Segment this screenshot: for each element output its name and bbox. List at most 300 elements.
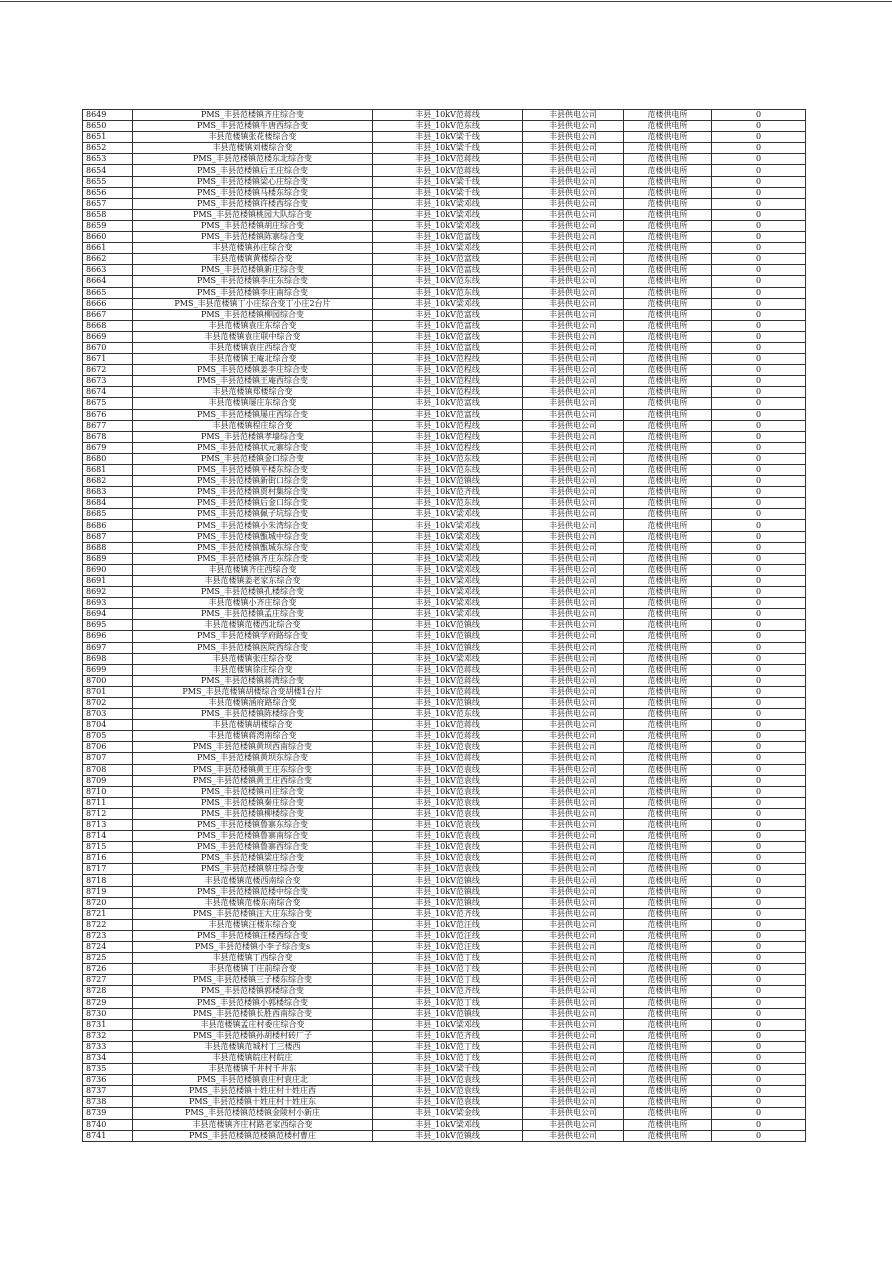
- row-index-cell: 8695: [83, 620, 133, 631]
- row-index-cell: 8656: [83, 187, 133, 198]
- row-index-cell: 8666: [83, 298, 133, 309]
- station-office-cell: 范楼供电所: [624, 542, 712, 553]
- value-cell: 0: [712, 132, 806, 143]
- value-cell: 0: [712, 953, 806, 964]
- station-name-cell: 丰县范楼镇袁庄东综合变: [133, 320, 373, 331]
- station-office-cell: 范楼供电所: [624, 986, 712, 997]
- value-cell: 0: [712, 1075, 806, 1086]
- company-cell: 丰县供电公司: [523, 531, 624, 542]
- value-cell: 0: [712, 997, 806, 1008]
- company-cell: 丰县供电公司: [523, 564, 624, 575]
- line-name-cell: 丰县_10kV范袁线: [373, 864, 523, 875]
- value-cell: 0: [712, 209, 806, 220]
- station-office-cell: 范楼供电所: [624, 498, 712, 509]
- station-name-cell: 丰县范楼镇袁庄西综合变: [133, 342, 373, 353]
- value-cell: 0: [712, 609, 806, 620]
- row-index-cell: 8655: [83, 176, 133, 187]
- line-name-cell: 丰县_10kV范镇线: [373, 886, 523, 897]
- row-index-cell: 8714: [83, 831, 133, 842]
- table-row: [83, 653, 806, 664]
- station-name-cell: PMS_丰县范楼镇胡庄综合变: [133, 220, 373, 231]
- company-cell: 丰县供电公司: [523, 365, 624, 376]
- station-office-cell: 范楼供电所: [624, 365, 712, 376]
- station-name-cell: PMS_丰县范楼镇梁心庄综合变: [133, 176, 373, 187]
- line-name-cell: 丰县_10kV梁邓线: [373, 1119, 523, 1130]
- company-cell: 丰县供电公司: [523, 875, 624, 886]
- table-row: [83, 409, 806, 420]
- table-row: [83, 820, 806, 831]
- line-name-cell: 丰县_10kV范镇线: [373, 1008, 523, 1019]
- station-name-cell: PMS_丰县范楼镇范楼镇范楼村曹庄: [133, 1130, 373, 1141]
- station-name-cell: PMS_丰县范楼镇十姓庄村十姓庄东: [133, 1097, 373, 1108]
- line-name-cell: 丰县_10kV范富线: [373, 265, 523, 276]
- station-name-cell: 丰县范楼镇齐庄西综合变: [133, 564, 373, 575]
- station-name-cell: PMS_丰县范楼镇齐庄综合变: [133, 110, 373, 121]
- value-cell: 0: [712, 853, 806, 864]
- value-cell: 0: [712, 431, 806, 442]
- table-row: [83, 331, 806, 342]
- table-row: [83, 942, 806, 953]
- station-office-cell: 范楼供电所: [624, 387, 712, 398]
- row-index-cell: 8676: [83, 409, 133, 420]
- line-name-cell: 丰县_10kV范汪线: [373, 942, 523, 953]
- value-cell: 0: [712, 143, 806, 154]
- line-name-cell: 丰县_10kV梁千线: [373, 1064, 523, 1075]
- table-row: [83, 254, 806, 265]
- row-index-cell: 8674: [83, 387, 133, 398]
- company-cell: 丰县供电公司: [523, 331, 624, 342]
- company-cell: 丰县供电公司: [523, 808, 624, 819]
- row-index-cell: 8657: [83, 198, 133, 209]
- station-office-cell: 范楼供电所: [624, 797, 712, 808]
- table-row: [83, 764, 806, 775]
- value-cell: 0: [712, 465, 806, 476]
- value-cell: 0: [712, 842, 806, 853]
- row-index-cell: 8677: [83, 420, 133, 431]
- station-name-cell: PMS_丰县范楼镇汪大庄东综合变: [133, 908, 373, 919]
- line-name-cell: 丰县_10kV范镇线: [373, 697, 523, 708]
- row-index-cell: 8661: [83, 243, 133, 254]
- station-name-cell: PMS_丰县范楼镇袁庄村袁庄北: [133, 1075, 373, 1086]
- station-office-cell: 范楼供电所: [624, 465, 712, 476]
- row-index-cell: 8734: [83, 1052, 133, 1063]
- value-cell: 0: [712, 564, 806, 575]
- table-row: [83, 1052, 806, 1063]
- station-name-cell: PMS_丰县范楼镇鲁寨东综合变: [133, 820, 373, 831]
- station-office-cell: 范楼供电所: [624, 831, 712, 842]
- station-office-cell: 范楼供电所: [624, 919, 712, 930]
- line-name-cell: 丰县_10kV范袁线: [373, 842, 523, 853]
- company-cell: 丰县供电公司: [523, 1108, 624, 1119]
- value-cell: 0: [712, 254, 806, 265]
- value-cell: 0: [712, 764, 806, 775]
- line-name-cell: 丰县_10kV范齐线: [373, 487, 523, 498]
- value-cell: 0: [712, 154, 806, 165]
- value-cell: 0: [712, 1008, 806, 1019]
- row-index-cell: 8689: [83, 553, 133, 564]
- row-index-cell: 8698: [83, 653, 133, 664]
- line-name-cell: 丰县_10kV范袁线: [373, 764, 523, 775]
- station-office-cell: 范楼供电所: [624, 121, 712, 132]
- value-cell: 0: [712, 919, 806, 930]
- table-row: [83, 753, 806, 764]
- table-row: [83, 1064, 806, 1075]
- station-name-cell: 丰县范楼镇刘楼综合变: [133, 143, 373, 154]
- line-name-cell: 丰县_10kV范丁线: [373, 975, 523, 986]
- station-office-cell: 范楼供电所: [624, 342, 712, 353]
- value-cell: 0: [712, 387, 806, 398]
- line-name-cell: 丰县_10kV范丁线: [373, 1041, 523, 1052]
- company-cell: 丰县供电公司: [523, 1075, 624, 1086]
- company-cell: 丰县供电公司: [523, 1052, 624, 1063]
- row-index-cell: 8706: [83, 742, 133, 753]
- station-office-cell: 范楼供电所: [624, 853, 712, 864]
- value-cell: 0: [712, 1086, 806, 1097]
- table-row: [83, 731, 806, 742]
- station-office-cell: 范楼供电所: [624, 154, 712, 165]
- station-office-cell: 范楼供电所: [624, 531, 712, 542]
- value-cell: 0: [712, 1130, 806, 1141]
- station-name-cell: PMS_丰县范楼镇梁庄综合变: [133, 853, 373, 864]
- station-office-cell: 范楼供电所: [624, 309, 712, 320]
- station-name-cell: 丰县范楼镇孙庄综合变: [133, 243, 373, 254]
- station-name-cell: PMS_丰县范楼镇十姓庄村十姓庄西: [133, 1086, 373, 1097]
- line-name-cell: 丰县_10kV范蒋线: [373, 165, 523, 176]
- table-row: [83, 365, 806, 376]
- line-name-cell: 丰县_10kV梁邓线: [373, 598, 523, 609]
- company-cell: 丰县供电公司: [523, 1019, 624, 1030]
- table-row: [83, 376, 806, 387]
- value-cell: 0: [712, 420, 806, 431]
- station-name-cell: PMS_丰县范楼镇范楼中综合变: [133, 886, 373, 897]
- station-name-cell: PMS_丰县范楼镇李庄南综合变: [133, 287, 373, 298]
- company-cell: 丰县供电公司: [523, 853, 624, 864]
- station-office-cell: 范楼供电所: [624, 908, 712, 919]
- line-name-cell: 丰县_10kV范丁线: [373, 964, 523, 975]
- row-index-cell: 8659: [83, 220, 133, 231]
- row-index-cell: 8682: [83, 476, 133, 487]
- table-row: [83, 154, 806, 165]
- station-office-cell: 范楼供电所: [624, 786, 712, 797]
- station-name-cell: PMS_丰县范楼镇平楼东综合变: [133, 465, 373, 476]
- table-row: [83, 298, 806, 309]
- station-office-cell: 范楼供电所: [624, 697, 712, 708]
- value-cell: 0: [712, 176, 806, 187]
- company-cell: 丰县供电公司: [523, 354, 624, 365]
- station-name-cell: PMS_丰县范楼镇黄坝东综合变: [133, 753, 373, 764]
- company-cell: 丰县供电公司: [523, 575, 624, 586]
- station-name-cell: PMS_丰县范楼镇黄王庄西综合变: [133, 775, 373, 786]
- company-cell: 丰县供电公司: [523, 309, 624, 320]
- line-name-cell: 丰县_10kV范齐线: [373, 986, 523, 997]
- value-cell: 0: [712, 587, 806, 598]
- line-name-cell: 丰县_10kV范蒋线: [373, 720, 523, 731]
- company-cell: 丰县供电公司: [523, 542, 624, 553]
- station-office-cell: 范楼供电所: [624, 1130, 712, 1141]
- table-row: [83, 1075, 806, 1086]
- station-name-cell: PMS_丰县范楼镇司庄综合变: [133, 786, 373, 797]
- line-name-cell: 丰县_10kV范齐线: [373, 908, 523, 919]
- station-office-cell: 范楼供电所: [624, 110, 712, 121]
- value-cell: 0: [712, 1030, 806, 1041]
- row-index-cell: 8654: [83, 165, 133, 176]
- value-cell: 0: [712, 509, 806, 520]
- row-index-cell: 8652: [83, 143, 133, 154]
- table-row: [83, 354, 806, 365]
- table-row: [83, 287, 806, 298]
- station-name-cell: 丰县范楼镇张花楼综合变: [133, 132, 373, 143]
- station-office-cell: 范楼供电所: [624, 598, 712, 609]
- line-name-cell: 丰县_10kV范袁线: [373, 820, 523, 831]
- station-office-cell: 范楼供电所: [624, 731, 712, 742]
- table-row: [83, 187, 806, 198]
- company-cell: 丰县供电公司: [523, 642, 624, 653]
- table-row: [83, 1119, 806, 1130]
- line-name-cell: 丰县_10kV梁邓线: [373, 220, 523, 231]
- company-cell: 丰县供电公司: [523, 620, 624, 631]
- station-name-cell: PMS_丰县范楼镇长胜西南综合变: [133, 1008, 373, 1019]
- company-cell: 丰县供电公司: [523, 675, 624, 686]
- station-office-cell: 范楼供电所: [624, 886, 712, 897]
- table-row: [83, 964, 806, 975]
- row-index-cell: 8709: [83, 775, 133, 786]
- station-office-cell: 范楼供电所: [624, 975, 712, 986]
- company-cell: 丰县供电公司: [523, 753, 624, 764]
- row-index-cell: 8715: [83, 842, 133, 853]
- station-office-cell: 范楼供电所: [624, 897, 712, 908]
- station-name-cell: 丰县范楼镇孟庄村委庄综合变: [133, 1019, 373, 1030]
- table-row: [83, 165, 806, 176]
- station-name-cell: PMS_丰县范楼镇陈寨综合变: [133, 232, 373, 243]
- line-name-cell: 丰县_10kV梁千线: [373, 143, 523, 154]
- station-office-cell: 范楼供电所: [624, 953, 712, 964]
- station-office-cell: 范楼供电所: [624, 354, 712, 365]
- station-office-cell: 范楼供电所: [624, 864, 712, 875]
- value-cell: 0: [712, 975, 806, 986]
- row-index-cell: 8729: [83, 997, 133, 1008]
- station-office-cell: 范楼供电所: [624, 487, 712, 498]
- row-index-cell: 8675: [83, 398, 133, 409]
- company-cell: 丰县供电公司: [523, 176, 624, 187]
- station-name-cell: PMS_丰县范楼镇金口综合变: [133, 453, 373, 464]
- line-name-cell: 丰县_10kV梁邓线: [373, 298, 523, 309]
- station-name-cell: PMS_丰县范楼镇王庵西综合变: [133, 376, 373, 387]
- row-index-cell: 8663: [83, 265, 133, 276]
- company-cell: 丰县供电公司: [523, 209, 624, 220]
- station-name-cell: PMS_丰县范楼镇佩子坑综合变: [133, 509, 373, 520]
- station-name-cell: PMS_丰县范楼镇秦庄综合变: [133, 797, 373, 808]
- value-cell: 0: [712, 409, 806, 420]
- station-office-cell: 范楼供电所: [624, 997, 712, 1008]
- row-index-cell: 8736: [83, 1075, 133, 1086]
- row-index-cell: 8726: [83, 964, 133, 975]
- line-name-cell: 丰县_10kV梁千线: [373, 176, 523, 187]
- value-cell: 0: [712, 342, 806, 353]
- row-index-cell: 8678: [83, 431, 133, 442]
- station-name-cell: PMS_丰县范楼镇状元寨综合变: [133, 442, 373, 453]
- row-index-cell: 8699: [83, 664, 133, 675]
- table-row: [83, 276, 806, 287]
- row-index-cell: 8739: [83, 1108, 133, 1119]
- company-cell: 丰县供电公司: [523, 587, 624, 598]
- table-row: [83, 1108, 806, 1119]
- table-row: [83, 442, 806, 453]
- company-cell: 丰县供电公司: [523, 820, 624, 831]
- value-cell: 0: [712, 886, 806, 897]
- line-name-cell: 丰县_10kV范袁线: [373, 797, 523, 808]
- station-name-cell: PMS_丰县范楼镇小郭楼综合变: [133, 997, 373, 1008]
- value-cell: 0: [712, 487, 806, 498]
- row-index-cell: 8705: [83, 731, 133, 742]
- company-cell: 丰县供电公司: [523, 631, 624, 642]
- table-row: [83, 1086, 806, 1097]
- station-name-cell: 丰县范楼镇程庄综合变: [133, 420, 373, 431]
- table-row: [83, 110, 806, 121]
- station-name-cell: PMS_丰县范楼镇黄坝西南综合变: [133, 742, 373, 753]
- line-name-cell: 丰县_10kV范富线: [373, 309, 523, 320]
- company-cell: 丰县供电公司: [523, 298, 624, 309]
- company-cell: 丰县供电公司: [523, 930, 624, 941]
- line-name-cell: 丰县_10kV梁邓线: [373, 542, 523, 553]
- row-index-cell: 8724: [83, 942, 133, 953]
- company-cell: 丰县供电公司: [523, 409, 624, 420]
- line-name-cell: 丰县_10kV范丁线: [373, 953, 523, 964]
- company-cell: 丰县供电公司: [523, 553, 624, 564]
- value-cell: 0: [712, 942, 806, 953]
- station-name-cell: 丰县范楼镇范楼西南综合变: [133, 875, 373, 886]
- station-office-cell: 范楼供电所: [624, 265, 712, 276]
- table-row: [83, 720, 806, 731]
- line-name-cell: 丰县_10kV范东线: [373, 287, 523, 298]
- line-name-cell: 丰县_10kV范镇线: [373, 620, 523, 631]
- value-cell: 0: [712, 653, 806, 664]
- company-cell: 丰县供电公司: [523, 1086, 624, 1097]
- row-index-cell: 8720: [83, 897, 133, 908]
- table-row: [83, 320, 806, 331]
- row-index-cell: 8651: [83, 132, 133, 143]
- company-cell: 丰县供电公司: [523, 942, 624, 953]
- line-name-cell: 丰县_10kV范蒋线: [373, 753, 523, 764]
- table-row: [83, 342, 806, 353]
- station-name-cell: PMS_丰县范楼镇郭楼综合变: [133, 986, 373, 997]
- table-row: [83, 875, 806, 886]
- station-name-cell: PMS_丰县范楼镇鲁寨西综合变: [133, 842, 373, 853]
- table-row: [83, 786, 806, 797]
- row-index-cell: 8713: [83, 820, 133, 831]
- value-cell: 0: [712, 1041, 806, 1052]
- station-name-cell: PMS_丰县范楼镇小李子综合变s: [133, 942, 373, 953]
- table-row: [83, 520, 806, 531]
- row-index-cell: 8671: [83, 354, 133, 365]
- value-cell: 0: [712, 265, 806, 276]
- station-name-cell: PMS_丰县范楼镇丁小庄综合变丁小庄2台片: [133, 298, 373, 309]
- table-row: [83, 609, 806, 620]
- table-row: [83, 675, 806, 686]
- value-cell: 0: [712, 1064, 806, 1075]
- company-cell: 丰县供电公司: [523, 132, 624, 143]
- line-name-cell: 丰县_10kV范富线: [373, 342, 523, 353]
- company-cell: 丰县供电公司: [523, 797, 624, 808]
- row-index-cell: 8680: [83, 453, 133, 464]
- table-row: [83, 498, 806, 509]
- station-name-cell: 丰县范楼镇丁西综合变: [133, 953, 373, 964]
- table-row: [83, 631, 806, 642]
- table-row: [83, 553, 806, 564]
- company-cell: 丰县供电公司: [523, 1097, 624, 1108]
- company-cell: 丰县供电公司: [523, 742, 624, 753]
- line-name-cell: 丰县_10kV范程线: [373, 365, 523, 376]
- row-index-cell: 8731: [83, 1019, 133, 1030]
- row-index-cell: 8653: [83, 154, 133, 165]
- company-cell: 丰县供电公司: [523, 764, 624, 775]
- value-cell: 0: [712, 498, 806, 509]
- value-cell: 0: [712, 553, 806, 564]
- value-cell: 0: [712, 598, 806, 609]
- station-name-cell: 丰县范楼镇屡庄东综合变: [133, 398, 373, 409]
- table-row: [83, 542, 806, 553]
- value-cell: 0: [712, 110, 806, 121]
- station-name-cell: PMS_丰县范楼镇范楼东北综合变: [133, 154, 373, 165]
- row-index-cell: 8670: [83, 342, 133, 353]
- value-cell: 0: [712, 930, 806, 941]
- table-row: [83, 1130, 806, 1141]
- line-name-cell: 丰县_10kV范齐线: [373, 1030, 523, 1041]
- station-name-cell: 丰县范楼镇王庵北综合变: [133, 354, 373, 365]
- station-name-cell: 丰县范楼镇齐庄村路老家西综合变: [133, 1119, 373, 1130]
- station-office-cell: 范楼供电所: [624, 587, 712, 598]
- row-index-cell: 8684: [83, 498, 133, 509]
- table-row: [83, 243, 806, 254]
- company-cell: 丰县供电公司: [523, 243, 624, 254]
- row-index-cell: 8672: [83, 365, 133, 376]
- row-index-cell: 8719: [83, 886, 133, 897]
- company-cell: 丰县供电公司: [523, 320, 624, 331]
- line-name-cell: 丰县_10kV梁邓线: [373, 531, 523, 542]
- company-cell: 丰县供电公司: [523, 731, 624, 742]
- table-row: [83, 176, 806, 187]
- row-index-cell: 8741: [83, 1130, 133, 1141]
- line-name-cell: 丰县_10kV范程线: [373, 420, 523, 431]
- station-name-cell: PMS_丰县范楼镇孝墙综合变: [133, 431, 373, 442]
- company-cell: 丰县供电公司: [523, 431, 624, 442]
- company-cell: 丰县供电公司: [523, 964, 624, 975]
- value-cell: 0: [712, 664, 806, 675]
- table-row: [83, 564, 806, 575]
- value-cell: 0: [712, 376, 806, 387]
- line-name-cell: 丰县_10kV范富线: [373, 254, 523, 265]
- row-index-cell: 8679: [83, 442, 133, 453]
- station-office-cell: 范楼供电所: [624, 398, 712, 409]
- company-cell: 丰县供电公司: [523, 664, 624, 675]
- table-row: [83, 797, 806, 808]
- company-cell: 丰县供电公司: [523, 398, 624, 409]
- company-cell: 丰县供电公司: [523, 187, 624, 198]
- company-cell: 丰县供电公司: [523, 897, 624, 908]
- company-cell: 丰县供电公司: [523, 1008, 624, 1019]
- row-index-cell: 8650: [83, 121, 133, 132]
- value-cell: 0: [712, 786, 806, 797]
- company-cell: 丰县供电公司: [523, 1130, 624, 1141]
- value-cell: 0: [712, 121, 806, 132]
- line-name-cell: 丰县_10kV范东线: [373, 465, 523, 476]
- line-name-cell: 丰县_10kV范丁线: [373, 997, 523, 1008]
- data-table: [82, 109, 806, 1142]
- table-row: [83, 642, 806, 653]
- line-name-cell: 丰县_10kV梁邓线: [373, 609, 523, 620]
- table-row: [83, 431, 806, 442]
- station-office-cell: 范楼供电所: [624, 1019, 712, 1030]
- station-office-cell: 范楼供电所: [624, 930, 712, 941]
